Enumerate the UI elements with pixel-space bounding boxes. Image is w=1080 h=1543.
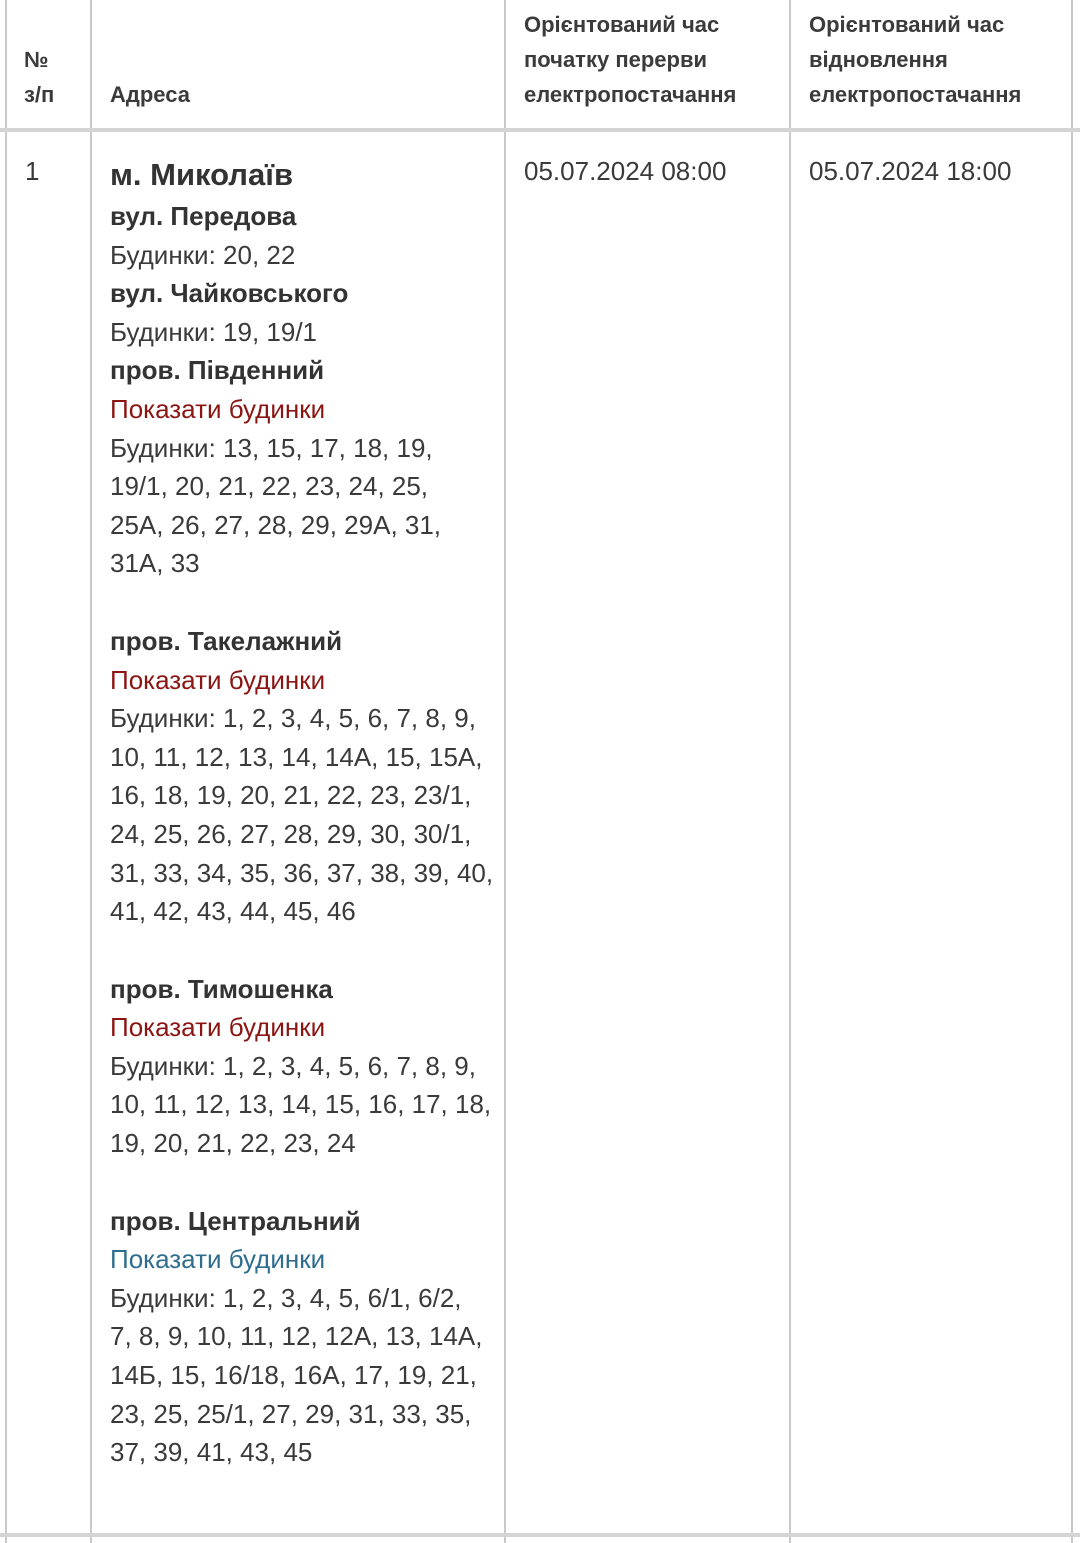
- header-bottom-border: [0, 128, 1080, 132]
- house-list-line: 10, 11, 12, 13, 14, 14А, 15, 15А,: [110, 741, 483, 772]
- house-list-line: Будинки: 19, 19/1: [110, 316, 317, 347]
- table-divider-num: [90, 0, 92, 1543]
- house-list-line: 14Б, 15, 16/18, 16А, 17, 19, 21,: [110, 1360, 477, 1391]
- house-list-line: Будинки: 20, 22: [110, 239, 296, 270]
- header-end-line1: Орієнтований час: [809, 12, 1005, 37]
- street-name: пров. Такелажний: [110, 625, 343, 656]
- show-houses-link[interactable]: Показати будинки: [110, 1012, 326, 1043]
- street-name: вул. Чайковського: [110, 278, 349, 309]
- show-houses-link[interactable]: Показати будинки: [110, 393, 326, 424]
- house-list-line: 37, 39, 41, 43, 45: [110, 1437, 313, 1468]
- street-name: пров. Центральний: [110, 1205, 361, 1236]
- street-group-chaikovskoho: [110, 274, 495, 351]
- header-end-line2: відновлення: [809, 47, 948, 72]
- house-list-line: 7, 8, 9, 10, 11, 12, 12А, 13, 14А,: [110, 1321, 483, 1352]
- street-group-tymoshenka: [110, 970, 495, 1163]
- header-start-line1: Орієнтований час: [524, 12, 720, 37]
- header-start-line3: електропостачання: [524, 82, 737, 107]
- header-num: [24, 42, 54, 112]
- house-list-line: 24, 25, 26, 27, 28, 29, 30, 30/1,: [110, 818, 472, 849]
- show-houses-link[interactable]: Показати будинки: [110, 1244, 326, 1275]
- street-name: пров. Південний: [110, 355, 325, 386]
- house-list-line: Будинки: 1, 2, 3, 4, 5, 6, 7, 8, 9,: [110, 703, 476, 734]
- outage-start-time: 05.07.2024 08:00: [524, 156, 727, 186]
- house-list-line: 19/1, 20, 21, 22, 23, 24, 25,: [110, 471, 429, 502]
- house-list-line: 16, 18, 19, 20, 21, 22, 23, 23/1,: [110, 780, 472, 811]
- header-start-line2: початку перерви: [524, 47, 708, 72]
- row-bottom-border: [0, 1533, 1080, 1537]
- street-name: пров. Тимошенка: [110, 973, 333, 1004]
- address-cell: [110, 155, 495, 1472]
- house-list-line: Будинки: 1, 2, 3, 4, 5, 6, 7, 8, 9,: [110, 1050, 476, 1081]
- header-num-line2: з/п: [24, 82, 55, 107]
- header-address-label: Адреса: [110, 82, 190, 107]
- table-divider-start: [789, 0, 791, 1543]
- house-list-line: 31А, 33: [110, 548, 200, 579]
- header-end-time: [809, 7, 1021, 112]
- header-start-time: [524, 7, 736, 112]
- header-end-line3: електропостачання: [809, 82, 1022, 107]
- house-list-line: Будинки: 1, 2, 3, 4, 5, 6/1, 6/2,: [110, 1282, 462, 1313]
- table-border-right: [1071, 0, 1073, 1543]
- table-divider-address: [504, 0, 506, 1543]
- city-name: м. Миколаїв: [110, 157, 294, 192]
- header-num-line1: №: [24, 47, 49, 72]
- house-list-line: 10, 11, 12, 13, 14, 15, 16, 17, 18,: [110, 1089, 492, 1120]
- house-list-line: 19, 20, 21, 22, 23, 24: [110, 1128, 356, 1159]
- outage-end-time: 05.07.2024 18:00: [809, 156, 1012, 186]
- show-houses-link[interactable]: Показати будинки: [110, 664, 326, 695]
- house-list-line: Будинки: 13, 15, 17, 18, 19,: [110, 432, 433, 463]
- street-group-pivdennyi: [110, 351, 495, 583]
- street-group-takelazhnyi: [110, 622, 495, 931]
- table-border-left: [5, 0, 7, 1543]
- house-list-line: 31, 33, 34, 35, 36, 37, 38, 39, 40,: [110, 857, 494, 888]
- house-list-line: 41, 42, 43, 44, 45, 46: [110, 896, 356, 927]
- header-address: [110, 77, 190, 112]
- street-group-peredova: [110, 197, 495, 274]
- house-list-line: 23, 25, 25/1, 27, 29, 31, 33, 35,: [110, 1398, 472, 1429]
- row-number: 1: [25, 156, 40, 186]
- street-group-tsentralnyi: [110, 1202, 495, 1472]
- street-name: вул. Передова: [110, 201, 297, 231]
- house-list-line: 25А, 26, 27, 28, 29, 29А, 31,: [110, 509, 442, 540]
